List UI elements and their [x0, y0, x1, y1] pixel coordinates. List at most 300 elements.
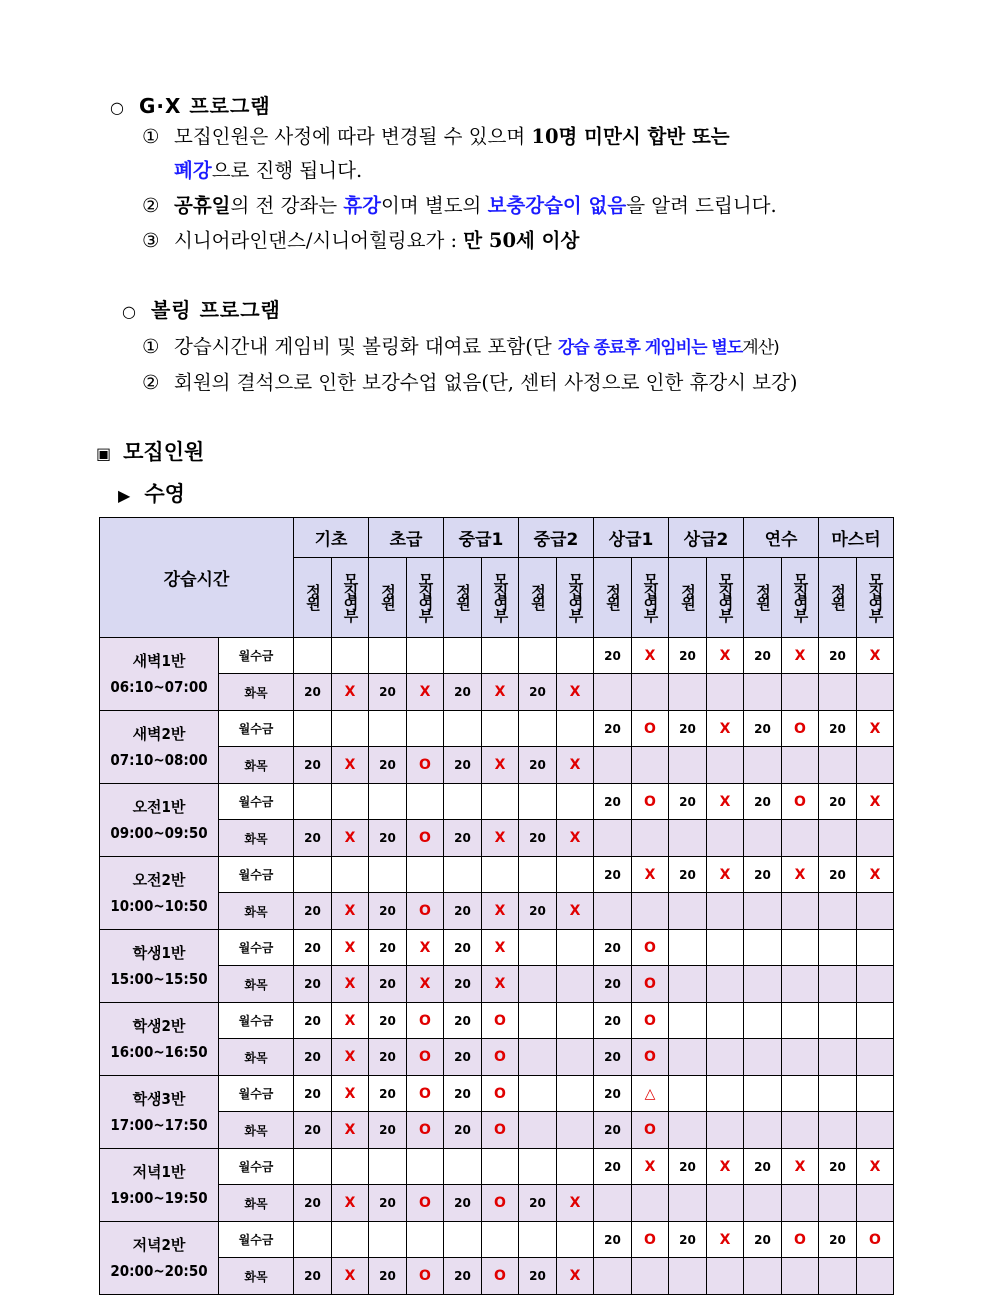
- item-bold-text: 10명 미만시 합반 또는: [531, 125, 730, 148]
- status-cell: X: [857, 638, 894, 674]
- capacity-cell: 20: [369, 747, 407, 784]
- vertical-header-text: 모집여부: [341, 571, 360, 620]
- class-name: 새벽1반: [132, 652, 186, 670]
- item-number: ②: [142, 371, 160, 394]
- day-label: 화목: [219, 1112, 294, 1149]
- status-cell: O: [632, 1003, 669, 1039]
- class-name: 저녁1반: [132, 1163, 186, 1181]
- class-label: [100, 930, 219, 1003]
- capacity-cell: 20: [669, 1222, 707, 1258]
- class-time: 20:00~20:50: [110, 1262, 208, 1280]
- capacity-cell: 20: [594, 1222, 632, 1258]
- table-row: [100, 711, 894, 747]
- capacity-cell: [669, 1185, 707, 1222]
- status-cell: [782, 747, 819, 784]
- recruit-status-header: [332, 558, 369, 638]
- capacity-cell: [744, 674, 782, 711]
- status-cell: X: [482, 674, 519, 711]
- item-text: 시니어라인댄스/시니어힐링요가 :: [174, 229, 464, 252]
- capacity-cell: 20: [444, 747, 482, 784]
- capacity-cell: [669, 966, 707, 1003]
- status-cell: [407, 638, 444, 674]
- capacity-cell: 20: [444, 674, 482, 711]
- status-cell: [782, 1039, 819, 1076]
- status-cell: [707, 930, 744, 966]
- day-label: 월수금: [219, 1149, 294, 1185]
- bowling-section-title: [122, 294, 281, 323]
- capacity-cell: [819, 820, 857, 857]
- status-cell: X: [557, 893, 594, 930]
- status-cell: [857, 1112, 894, 1149]
- status-cell: [707, 747, 744, 784]
- capacity-cell: 20: [294, 966, 332, 1003]
- capacity-cell: [744, 1258, 782, 1295]
- class-time: 06:10~07:00: [110, 678, 208, 696]
- capacity-cell: 20: [594, 966, 632, 1003]
- table-row: [100, 1222, 894, 1258]
- item-blue-text: 폐강: [174, 159, 212, 182]
- capacity-cell: 20: [294, 1185, 332, 1222]
- capacity-cell: 20: [519, 893, 557, 930]
- vertical-header-text: 정원: [754, 583, 772, 608]
- capacity-cell: 20: [819, 711, 857, 747]
- capacity-header: [819, 558, 857, 638]
- status-cell: X: [482, 930, 519, 966]
- status-cell: X: [482, 820, 519, 857]
- capacity-cell: [294, 857, 332, 893]
- status-cell: X: [557, 820, 594, 857]
- class-time: 09:00~09:50: [110, 824, 208, 842]
- capacity-cell: [744, 747, 782, 784]
- status-cell: [782, 1076, 819, 1112]
- capacity-cell: 20: [444, 1003, 482, 1039]
- status-cell: O: [407, 1112, 444, 1149]
- recruit-status-header: [407, 558, 444, 638]
- capacity-header: [444, 558, 482, 638]
- status-cell: X: [632, 638, 669, 674]
- capacity-cell: [519, 784, 557, 820]
- item-text: 모집인원은 사정에 따라 변경될 수 있으며: [174, 125, 532, 148]
- status-cell: [557, 1003, 594, 1039]
- status-cell: X: [332, 966, 369, 1003]
- recruit-status-header: [482, 558, 519, 638]
- capacity-cell: [819, 1039, 857, 1076]
- class-label: [100, 1003, 219, 1076]
- status-cell: X: [332, 1112, 369, 1149]
- status-cell: [707, 1258, 744, 1295]
- item-bold-text: 만 50세 이상: [463, 229, 580, 252]
- status-cell: △: [632, 1076, 669, 1112]
- status-cell: [632, 747, 669, 784]
- status-cell: [782, 1185, 819, 1222]
- capacity-cell: [519, 1222, 557, 1258]
- capacity-cell: 20: [444, 930, 482, 966]
- level-header: 중급1: [444, 518, 519, 558]
- capacity-cell: 20: [369, 1258, 407, 1295]
- recruit-status-header: [557, 558, 594, 638]
- status-cell: O: [632, 711, 669, 747]
- capacity-cell: 20: [444, 1112, 482, 1149]
- item-text: 계산): [742, 338, 779, 358]
- status-cell: [782, 1003, 819, 1039]
- capacity-cell: [594, 1258, 632, 1295]
- status-cell: [707, 820, 744, 857]
- item-number: ②: [142, 194, 160, 217]
- status-cell: [782, 966, 819, 1003]
- capacity-cell: [369, 784, 407, 820]
- status-cell: [557, 1076, 594, 1112]
- class-label: [100, 1076, 219, 1149]
- status-cell: [707, 1112, 744, 1149]
- status-cell: [407, 711, 444, 747]
- status-cell: [407, 1222, 444, 1258]
- status-cell: [857, 674, 894, 711]
- status-cell: O: [407, 1076, 444, 1112]
- status-cell: [482, 1222, 519, 1258]
- vertical-header-text: 정원: [529, 583, 547, 608]
- table-row: [100, 1185, 894, 1222]
- capacity-cell: 20: [669, 1149, 707, 1185]
- status-cell: [407, 784, 444, 820]
- capacity-cell: 20: [294, 1039, 332, 1076]
- capacity-cell: [369, 857, 407, 893]
- item-number: ①: [142, 335, 160, 358]
- capacity-cell: [594, 674, 632, 711]
- recruit-status-header: [782, 558, 819, 638]
- status-cell: O: [857, 1222, 894, 1258]
- capacity-cell: [444, 638, 482, 674]
- status-cell: [632, 1258, 669, 1295]
- status-cell: X: [332, 1039, 369, 1076]
- status-cell: X: [332, 1003, 369, 1039]
- capacity-cell: 20: [819, 857, 857, 893]
- capacity-cell: 20: [669, 857, 707, 893]
- status-cell: O: [482, 1185, 519, 1222]
- status-cell: [557, 711, 594, 747]
- level-header: 기초: [294, 518, 369, 558]
- status-cell: X: [707, 784, 744, 820]
- capacity-cell: [819, 1003, 857, 1039]
- status-cell: [782, 893, 819, 930]
- status-cell: [482, 784, 519, 820]
- capacity-cell: 20: [819, 1149, 857, 1185]
- capacity-cell: 20: [744, 857, 782, 893]
- status-cell: O: [782, 1222, 819, 1258]
- capacity-cell: [519, 1076, 557, 1112]
- capacity-cell: 20: [369, 820, 407, 857]
- swim-heading: [118, 478, 185, 508]
- capacity-cell: 20: [519, 1258, 557, 1295]
- status-cell: [857, 893, 894, 930]
- capacity-cell: 20: [819, 638, 857, 674]
- circle-bullet-icon: ○: [122, 302, 137, 321]
- status-cell: [857, 930, 894, 966]
- status-cell: [707, 1076, 744, 1112]
- capacity-cell: 20: [294, 1076, 332, 1112]
- capacity-cell: [669, 1258, 707, 1295]
- capacity-cell: 20: [294, 1112, 332, 1149]
- capacity-cell: 20: [819, 784, 857, 820]
- status-cell: X: [857, 1149, 894, 1185]
- status-cell: [782, 1112, 819, 1149]
- capacity-cell: [294, 1149, 332, 1185]
- capacity-cell: 20: [594, 638, 632, 674]
- class-time: 15:00~15:50: [110, 970, 208, 988]
- capacity-cell: [819, 930, 857, 966]
- capacity-cell: [294, 784, 332, 820]
- status-cell: [557, 930, 594, 966]
- capacity-cell: [744, 893, 782, 930]
- class-time: 16:00~16:50: [110, 1043, 208, 1061]
- status-cell: [557, 1222, 594, 1258]
- vertical-header-text: 정원: [604, 583, 622, 608]
- capacity-header: [594, 558, 632, 638]
- status-cell: [632, 1185, 669, 1222]
- status-cell: X: [782, 857, 819, 893]
- capacity-cell: [744, 1185, 782, 1222]
- capacity-cell: [519, 930, 557, 966]
- class-time: 19:00~19:50: [110, 1189, 208, 1207]
- level-header: 초급: [369, 518, 444, 558]
- capacity-cell: [594, 820, 632, 857]
- swim-title: 수영: [144, 482, 185, 506]
- capacity-cell: [669, 1039, 707, 1076]
- status-cell: [707, 1003, 744, 1039]
- capacity-cell: [744, 966, 782, 1003]
- capacity-cell: 20: [744, 1222, 782, 1258]
- capacity-cell: [444, 784, 482, 820]
- vertical-header-text: 정원: [679, 583, 697, 608]
- status-cell: O: [407, 1003, 444, 1039]
- status-cell: [632, 674, 669, 711]
- status-cell: [407, 857, 444, 893]
- status-cell: [857, 966, 894, 1003]
- status-cell: [632, 820, 669, 857]
- capacity-cell: 20: [444, 820, 482, 857]
- day-label: 월수금: [219, 1076, 294, 1112]
- status-cell: O: [782, 784, 819, 820]
- capacity-cell: 20: [519, 820, 557, 857]
- status-cell: [332, 638, 369, 674]
- status-cell: X: [332, 674, 369, 711]
- status-cell: X: [857, 857, 894, 893]
- status-cell: [332, 1149, 369, 1185]
- bowling-item-2: [142, 366, 894, 400]
- status-cell: X: [332, 820, 369, 857]
- day-label: 화목: [219, 674, 294, 711]
- vertical-header-text: 정원: [454, 583, 472, 608]
- class-time: 17:00~17:50: [110, 1116, 208, 1134]
- status-cell: O: [482, 1076, 519, 1112]
- item-number: ③: [142, 229, 160, 252]
- vertical-header-text: 모집여부: [641, 571, 660, 620]
- status-cell: X: [857, 784, 894, 820]
- table-row: [100, 1003, 894, 1039]
- status-cell: [857, 1039, 894, 1076]
- vertical-header-text: 모집여부: [416, 571, 435, 620]
- class-name: 오전2반: [132, 871, 186, 889]
- status-cell: [782, 820, 819, 857]
- table-row: [100, 1076, 894, 1112]
- vertical-header-text: 정원: [304, 583, 322, 608]
- capacity-cell: 20: [294, 674, 332, 711]
- class-time: 10:00~10:50: [110, 897, 208, 915]
- status-cell: [557, 857, 594, 893]
- capacity-cell: 20: [444, 1185, 482, 1222]
- status-cell: O: [407, 1258, 444, 1295]
- capacity-cell: 20: [444, 1258, 482, 1295]
- status-cell: O: [407, 747, 444, 784]
- status-cell: [557, 1149, 594, 1185]
- status-cell: [707, 674, 744, 711]
- capacity-cell: 20: [519, 674, 557, 711]
- day-label: 월수금: [219, 857, 294, 893]
- status-cell: O: [482, 1258, 519, 1295]
- capacity-cell: [744, 1003, 782, 1039]
- status-cell: [707, 1039, 744, 1076]
- status-cell: [782, 930, 819, 966]
- status-cell: X: [707, 1149, 744, 1185]
- class-name: 저녁2반: [132, 1236, 186, 1254]
- capacity-cell: 20: [819, 1222, 857, 1258]
- status-cell: X: [707, 857, 744, 893]
- capacity-cell: [669, 1112, 707, 1149]
- table-corner-header: 강습시간: [100, 518, 294, 638]
- status-cell: [332, 1222, 369, 1258]
- gx-item-2: [142, 189, 894, 223]
- item-bold-text: 공휴일: [174, 194, 231, 217]
- gx-section-title: [110, 90, 271, 119]
- capacity-cell: [519, 1112, 557, 1149]
- table-row: [100, 1112, 894, 1149]
- status-cell: [482, 711, 519, 747]
- item-text: 의 전 강좌는: [230, 194, 344, 217]
- capacity-cell: [669, 674, 707, 711]
- status-cell: [332, 857, 369, 893]
- status-cell: [857, 1003, 894, 1039]
- status-cell: [857, 1185, 894, 1222]
- capacity-cell: 20: [369, 966, 407, 1003]
- capacity-cell: 20: [594, 1149, 632, 1185]
- capacity-cell: 20: [594, 1076, 632, 1112]
- item-text: 회원의 결석으로 인한 보강수업 없음(단, 센터 사정으로 인한 휴강시 보강): [174, 371, 798, 394]
- table-row: [100, 857, 894, 893]
- class-label: [100, 784, 219, 857]
- capacity-cell: 20: [294, 820, 332, 857]
- item-text: 강습시간내 게임비 및 볼링화 대여료 포함(단: [174, 335, 558, 358]
- capacity-cell: 20: [369, 1112, 407, 1149]
- capacity-header: [519, 558, 557, 638]
- capacity-cell: 20: [744, 784, 782, 820]
- table-row: [100, 784, 894, 820]
- vertical-header-text: 모집여부: [791, 571, 810, 620]
- status-cell: O: [482, 1112, 519, 1149]
- capacity-cell: 20: [444, 1039, 482, 1076]
- class-name: 학생1반: [132, 944, 186, 962]
- capacity-cell: [594, 893, 632, 930]
- status-cell: O: [407, 820, 444, 857]
- capacity-cell: [819, 893, 857, 930]
- capacity-cell: 20: [369, 1003, 407, 1039]
- status-cell: X: [782, 1149, 819, 1185]
- status-cell: [557, 638, 594, 674]
- capacity-cell: [669, 893, 707, 930]
- status-cell: X: [482, 966, 519, 1003]
- capacity-cell: [519, 638, 557, 674]
- item-text: 을 알려 드립니다.: [626, 194, 777, 217]
- status-cell: [857, 1076, 894, 1112]
- table-row: [100, 966, 894, 1003]
- capacity-cell: [444, 1222, 482, 1258]
- day-label: 화목: [219, 893, 294, 930]
- table-row: [100, 747, 894, 784]
- capacity-cell: 20: [519, 747, 557, 784]
- status-cell: O: [632, 1112, 669, 1149]
- status-cell: X: [632, 857, 669, 893]
- table-row: [100, 1149, 894, 1185]
- capacity-cell: [294, 711, 332, 747]
- status-cell: X: [407, 966, 444, 1003]
- capacity-cell: [819, 674, 857, 711]
- capacity-cell: 20: [294, 930, 332, 966]
- day-label: 월수금: [219, 711, 294, 747]
- item-text: 으로 진행 됩니다.: [211, 159, 363, 182]
- status-cell: [407, 1149, 444, 1185]
- gx-item-1-cont: [142, 154, 894, 188]
- status-cell: O: [407, 1039, 444, 1076]
- swim-schedule-table: [99, 517, 894, 1295]
- circle-bullet-icon: ○: [110, 98, 125, 117]
- capacity-cell: 20: [594, 1112, 632, 1149]
- capacity-cell: [669, 1003, 707, 1039]
- capacity-cell: 20: [669, 638, 707, 674]
- status-cell: [332, 784, 369, 820]
- capacity-cell: [669, 930, 707, 966]
- status-cell: X: [782, 638, 819, 674]
- capacity-cell: [594, 747, 632, 784]
- class-name: 학생2반: [132, 1017, 186, 1035]
- recruit-heading: [96, 436, 204, 466]
- status-cell: X: [482, 747, 519, 784]
- vertical-header-text: 모집여부: [716, 571, 735, 620]
- day-label: 화목: [219, 1258, 294, 1295]
- capacity-cell: 20: [294, 1258, 332, 1295]
- capacity-cell: [819, 1076, 857, 1112]
- capacity-cell: 20: [369, 930, 407, 966]
- table-row: [100, 893, 894, 930]
- status-cell: X: [332, 1076, 369, 1112]
- status-cell: [482, 638, 519, 674]
- capacity-cell: [444, 1149, 482, 1185]
- capacity-cell: 20: [519, 1185, 557, 1222]
- capacity-cell: [519, 966, 557, 1003]
- day-label: 화목: [219, 820, 294, 857]
- status-cell: X: [707, 638, 744, 674]
- table-row: [100, 674, 894, 711]
- capacity-cell: 20: [294, 1003, 332, 1039]
- status-cell: X: [857, 711, 894, 747]
- status-cell: X: [557, 1258, 594, 1295]
- capacity-header: [669, 558, 707, 638]
- day-label: 월수금: [219, 1003, 294, 1039]
- gx-item-3: [142, 224, 894, 258]
- status-cell: [482, 857, 519, 893]
- capacity-cell: [519, 857, 557, 893]
- day-label: 화목: [219, 747, 294, 784]
- status-cell: X: [632, 1149, 669, 1185]
- status-cell: [782, 1258, 819, 1295]
- item-blue-text: 강습 종료후 게임비는 별도: [557, 338, 743, 358]
